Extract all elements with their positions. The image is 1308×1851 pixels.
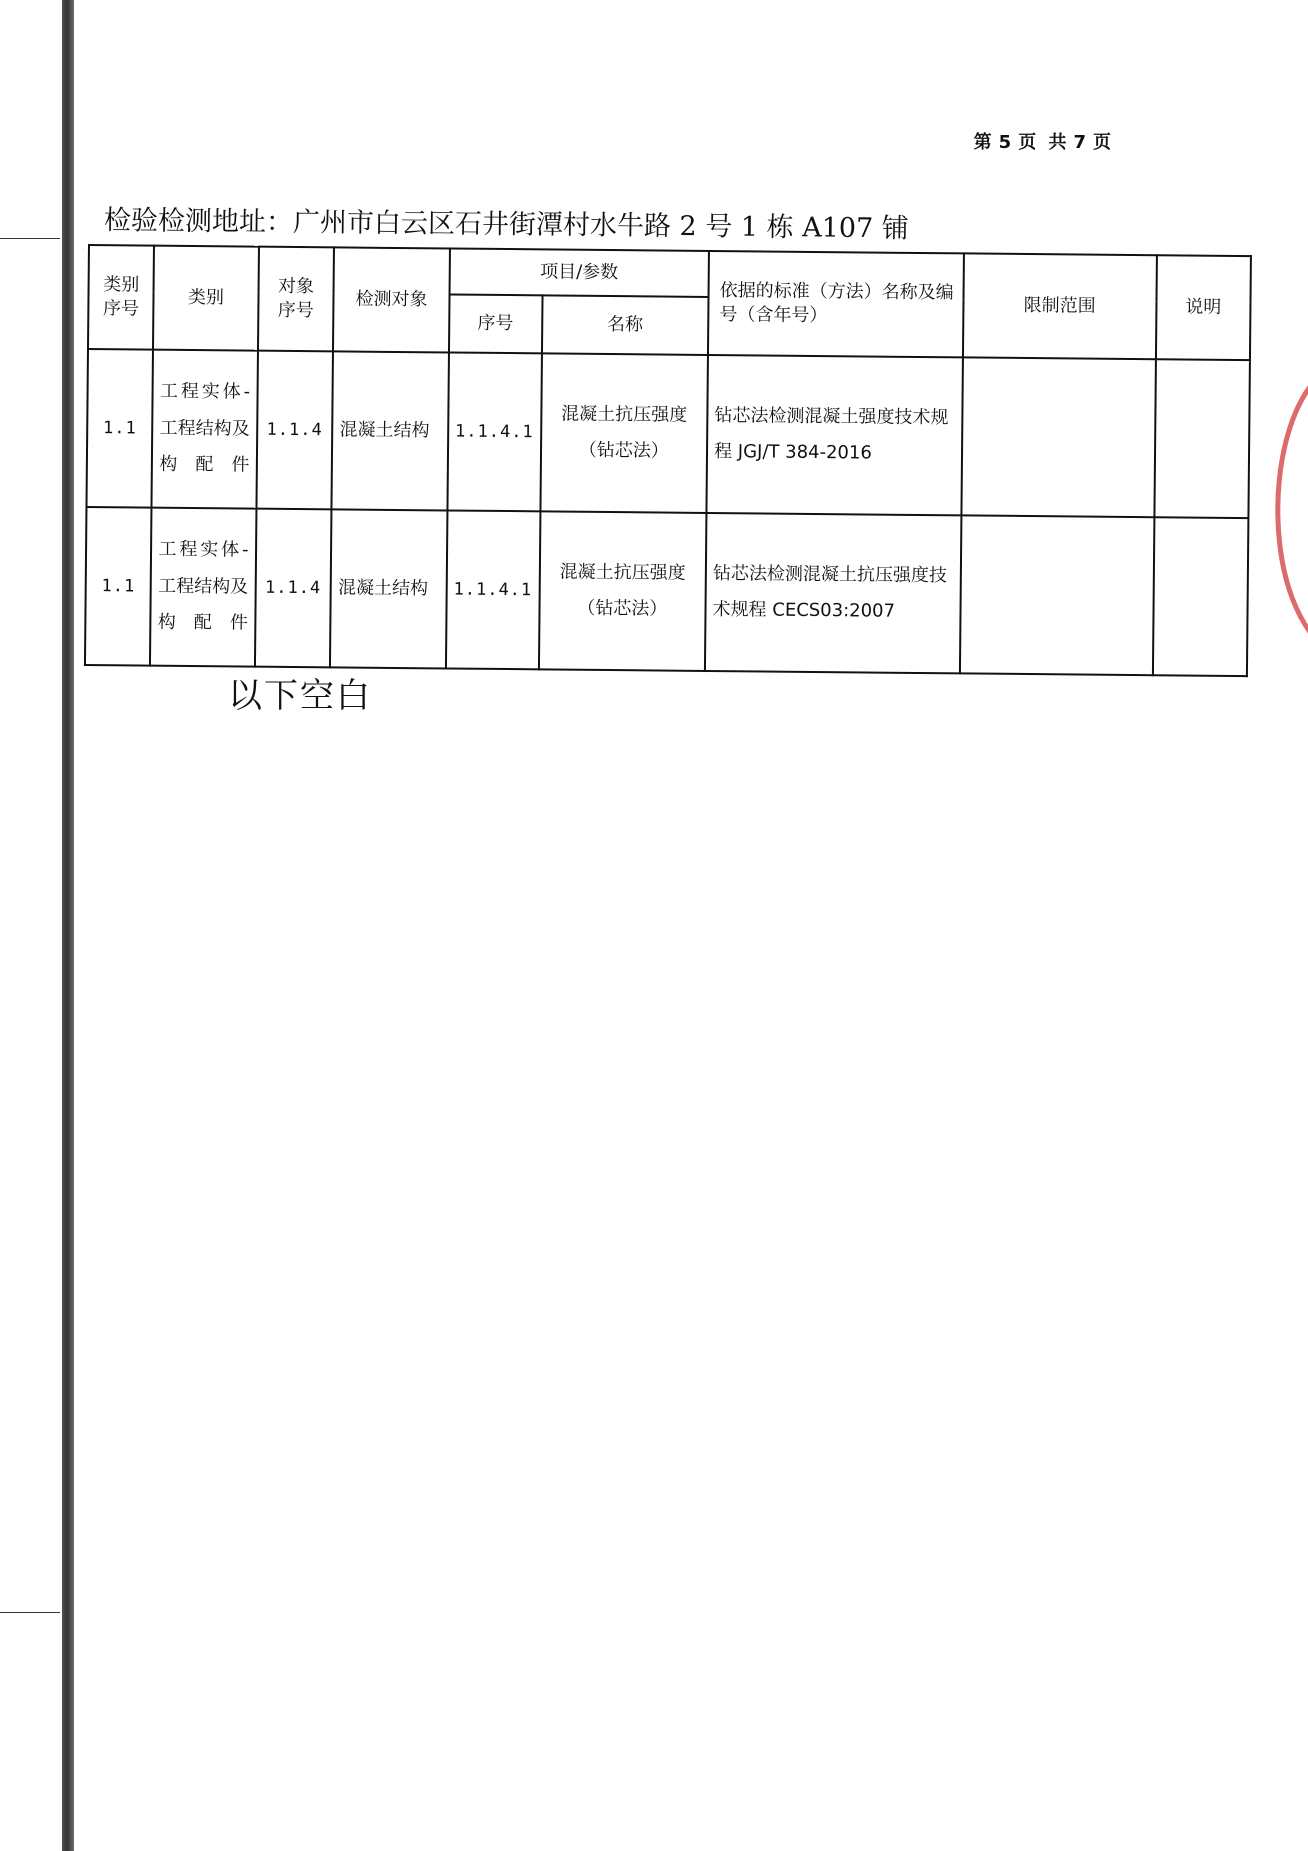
cell-object: 混凝土结构 xyxy=(330,509,447,668)
table-row xyxy=(85,507,1248,676)
page-label-mid: 页 共 xyxy=(1018,132,1070,153)
cell-note xyxy=(1154,359,1250,518)
cell-category: 工程实体-工程结构及构配件 xyxy=(152,350,258,509)
header-item-name: 名称 xyxy=(541,295,708,355)
cell-limit xyxy=(959,515,1154,675)
cell-object-no: 1.1.4 xyxy=(254,509,331,668)
cell-item-no: 1.1.4.1 xyxy=(447,352,541,511)
cell-category: 工程实体-工程结构及构配件 xyxy=(150,508,256,667)
edge-mark-top xyxy=(0,238,60,239)
header-limit: 限制范围 xyxy=(963,253,1157,359)
header-note: 说明 xyxy=(1156,255,1251,360)
page-label-prefix: 第 xyxy=(973,132,995,153)
table-row xyxy=(86,349,1249,518)
header-object-no: 对象 序号 xyxy=(257,247,334,352)
cell-standard: 钻芯法检测混凝土抗压强度技术规程 CECS03:2007 xyxy=(705,513,961,673)
cell-object-no: 1.1.4 xyxy=(256,351,333,510)
header-standard: 依据的标准（方法）名称及编号（含年号） xyxy=(708,251,963,357)
cell-item-no: 1.1.4.1 xyxy=(446,510,540,669)
header-row-1 xyxy=(89,245,1251,302)
cell-category-no: 1.1 xyxy=(86,349,153,508)
cell-category-no: 1.1 xyxy=(85,507,152,666)
header-item-no: 序号 xyxy=(449,294,542,353)
cell-item-name: 混凝土抗压强度（钻芯法） xyxy=(538,511,706,671)
address-line: 检验检测地址：广州市白云区石井街潭村水牛路 2 号 1 栋 A107 铺 xyxy=(103,205,909,245)
binding-edge xyxy=(62,0,74,1851)
edge-mark-bottom xyxy=(0,1612,60,1613)
page-number xyxy=(972,128,1116,154)
cell-item-name: 混凝土抗压强度（钻芯法） xyxy=(540,353,708,513)
header-category: 类别 xyxy=(153,246,258,351)
page-label-suffix: 页 xyxy=(1093,132,1114,153)
cell-standard: 钻芯法检测混凝土强度技术规程 JGJ/T 384-2016 xyxy=(707,355,963,515)
red-seal-stamp xyxy=(1268,360,1308,660)
cell-object: 混凝土结构 xyxy=(332,351,449,510)
scope-table xyxy=(84,244,1252,677)
page-current: 5 xyxy=(998,132,1015,153)
header-item-param: 项目/参数 xyxy=(449,248,709,296)
cell-limit xyxy=(961,357,1156,517)
page-total: 7 xyxy=(1073,132,1089,153)
header-category-no: 类别 序号 xyxy=(88,245,154,350)
cell-note xyxy=(1153,517,1249,676)
blank-below-note: 以下空白 xyxy=(228,676,372,716)
header-object: 检测对象 xyxy=(333,247,450,352)
